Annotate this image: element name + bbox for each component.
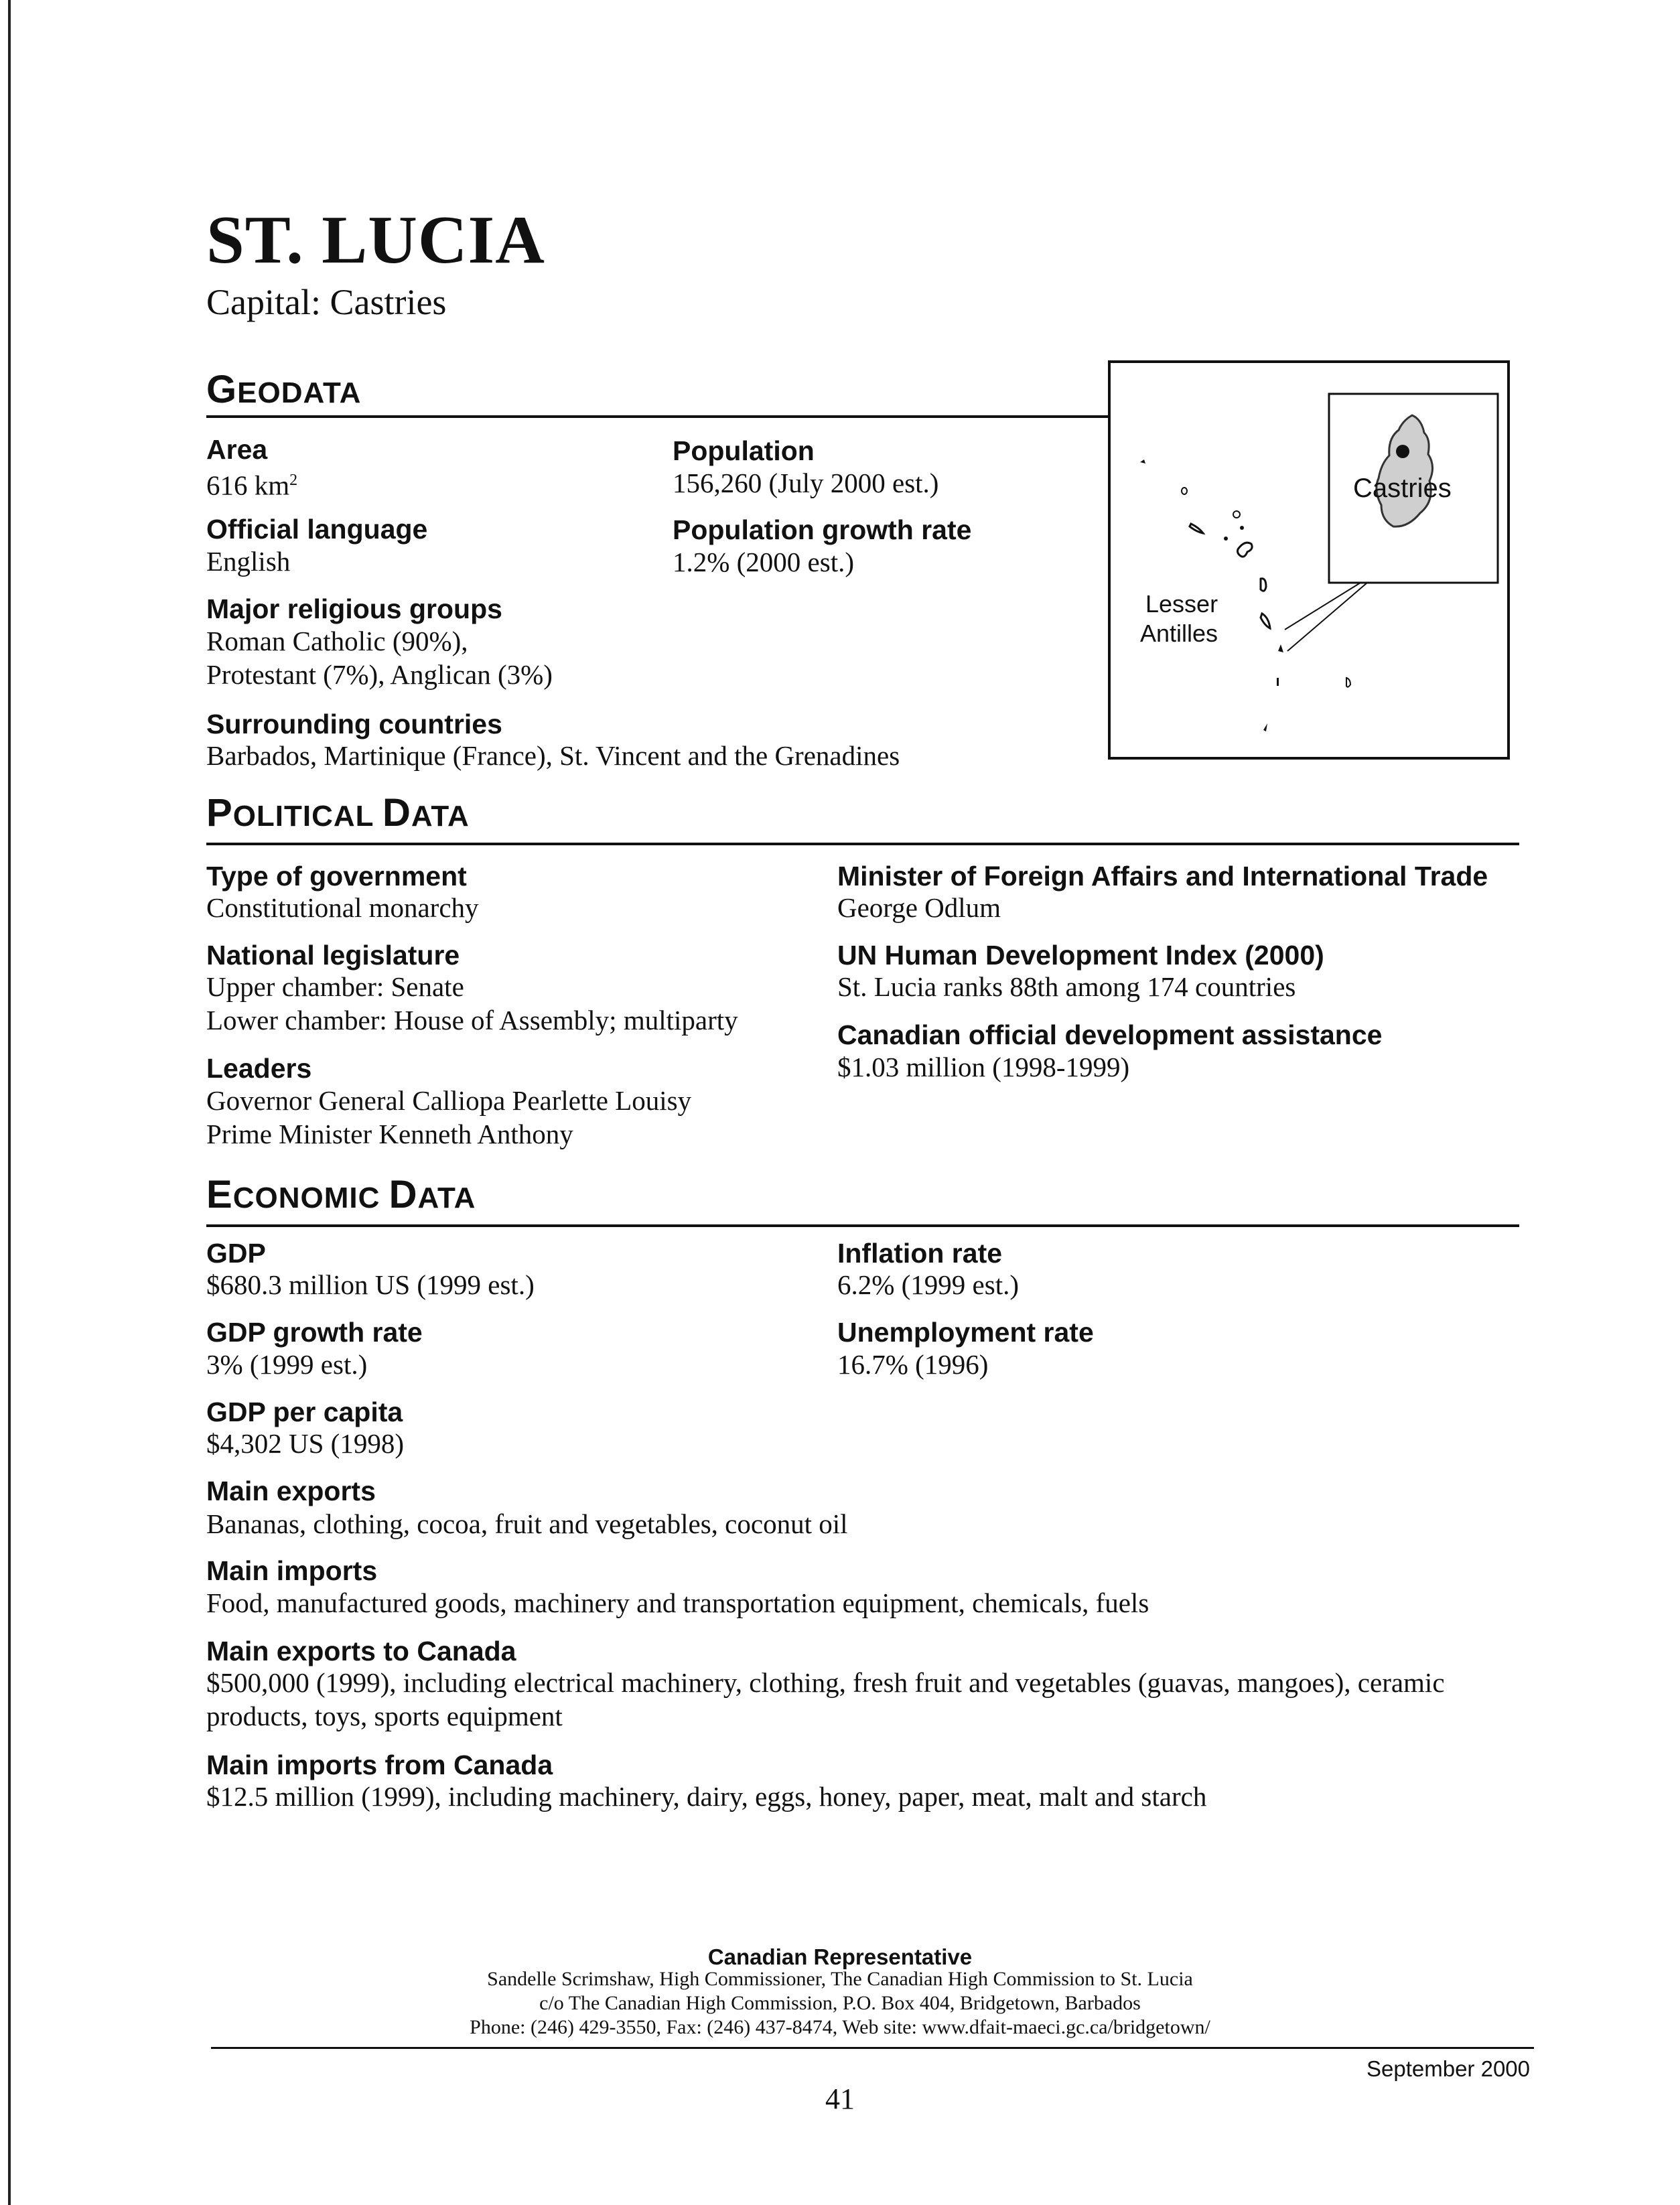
- imports-from-canada-value: $12.5 million (1999), including machinery, dairy, eggs, honey, paper, meat, malt and starch: [206, 1781, 1207, 1812]
- publication-date: September 2000: [1367, 2056, 1531, 2081]
- island-6: [1224, 537, 1228, 541]
- population-growth-value: 1.2% (2000 est.): [673, 547, 855, 577]
- surrounding-label: Surrounding countries: [206, 709, 502, 739]
- gdp-label: GDP: [206, 1238, 266, 1269]
- inflation-label: Inflation rate: [837, 1238, 1003, 1269]
- gdp-growth-label: GDP growth rate: [206, 1317, 423, 1348]
- leaders-label: Leaders: [206, 1053, 312, 1084]
- island-4: [1233, 511, 1240, 518]
- population-growth-label: Population growth rate: [673, 514, 972, 545]
- section-heading-geodata: GEODATA: [206, 368, 362, 411]
- island-grenadines: [1277, 678, 1279, 686]
- legislature-line-1: Upper chamber: Senate: [206, 971, 464, 1002]
- island-grenada: [1263, 723, 1267, 731]
- island-barbados: [1346, 678, 1350, 687]
- government-type-label: Type of government: [206, 861, 467, 892]
- main-imports-label: Main imports: [206, 1555, 378, 1586]
- capital-subtitle: Capital: Castries: [206, 282, 447, 322]
- island-1: [1140, 459, 1145, 464]
- castries-label: Castries: [1353, 474, 1452, 503]
- leaders-line-2: Prime Minister Kenneth Anthony: [206, 1119, 573, 1149]
- island-st-vincent: [1278, 644, 1283, 652]
- gdp-per-capita-label: GDP per capita: [206, 1397, 403, 1427]
- section-heading-political: POLITICAL DATA: [206, 791, 470, 835]
- language-value: English: [206, 546, 291, 577]
- connector-line-1: [1285, 583, 1360, 630]
- government-type-value: Constitutional monarchy: [206, 892, 479, 923]
- island-5: [1240, 526, 1244, 530]
- page-title: ST. LUCIA: [206, 202, 545, 278]
- main-exports-label: Main exports: [206, 1476, 376, 1506]
- island-3: [1190, 524, 1203, 533]
- island-martinique: [1261, 579, 1266, 591]
- legislature-label: National legislature: [206, 940, 460, 971]
- page-number: 41: [825, 2082, 855, 2115]
- religion-line-2: Protestant (7%), Anglican (3%): [206, 659, 553, 690]
- main-exports-value: Bananas, clothing, cocoa, fruit and vegetables, coconut oil: [206, 1508, 848, 1539]
- section-rule-geodata: [206, 415, 1111, 418]
- imports-from-canada-label: Main imports from Canada: [206, 1750, 553, 1780]
- oda-label: Canadian official development assistance: [837, 1019, 1383, 1050]
- foreign-minister-label: Minister of Foreign Affairs and International Trade: [837, 861, 1488, 892]
- inflation-value: 6.2% (1999 est.): [837, 1269, 1020, 1300]
- unemployment-value: 16.7% (1996): [837, 1349, 989, 1380]
- hdi-value: St. Lucia ranks 88th among 174 countries: [837, 971, 1296, 1002]
- section-rule-political: [206, 843, 1519, 845]
- st-lucia-island-shape: [1377, 415, 1433, 526]
- gdp-per-capita-value: $4,302 US (1998): [206, 1428, 404, 1459]
- area-label: Area: [206, 434, 268, 465]
- connector-line-2: [1287, 583, 1367, 651]
- language-label: Official language: [206, 514, 428, 545]
- unemployment-label: Unemployment rate: [837, 1317, 1094, 1348]
- main-imports-value: Food, manufactured goods, machinery and transportation equipment, chemicals, fuels: [206, 1587, 1149, 1618]
- footer-line-3: Phone: (246) 429-3550, Fax: (246) 437-8474, Web site: www.dfait-maeci.gc.ca/bridgetown/: [470, 2016, 1210, 2038]
- exports-to-canada-line-1: $500,000 (1999), including electrical machinery, clothing, fresh fruit and vegetables (guavas, mangoes), ceramic: [206, 1667, 1445, 1698]
- leaders-line-1: Governor General Calliopa Pearlette Louisy: [206, 1085, 692, 1116]
- footer-line-1: Sandelle Scrimshaw, High Commissioner, The Canadian High Commission to St. Lucia: [487, 1968, 1193, 1990]
- gdp-growth-value: 3% (1999 est.): [206, 1349, 368, 1380]
- legislature-line-2: Lower chamber: House of Assembly; multiparty: [206, 1005, 738, 1036]
- lesser-antilles-label-line1: Lesser: [1145, 590, 1218, 618]
- island-st-lucia: [1261, 614, 1270, 628]
- oda-value: $1.03 million (1998-1999): [837, 1052, 1130, 1082]
- exports-to-canada-line-2: products, toys, sports equipment: [206, 1701, 563, 1731]
- foreign-minister-value: George Odlum: [837, 892, 1001, 923]
- footer-rule: [211, 2047, 1534, 2049]
- surrounding-value: Barbados, Martinique (France), St. Vincent and the Grenadines: [206, 740, 900, 771]
- religion-line-1: Roman Catholic (90%),: [206, 626, 468, 656]
- section-rule-economic: [206, 1224, 1519, 1227]
- footer-representative-title: Canadian Representative: [707, 1944, 973, 1969]
- population-value: 156,260 (July 2000 est.): [673, 468, 939, 498]
- island-7: [1238, 543, 1253, 557]
- lesser-antilles-label-line2: Antilles: [1140, 620, 1218, 647]
- exports-to-canada-label: Main exports to Canada: [206, 1636, 516, 1666]
- island-2: [1182, 488, 1187, 494]
- castries-marker: [1396, 445, 1409, 458]
- hdi-label: UN Human Development Index (2000): [837, 940, 1324, 971]
- binding-edge: [8, 0, 11, 2205]
- religion-label: Major religious groups: [206, 593, 502, 624]
- population-label: Population: [673, 435, 815, 466]
- lesser-antilles-map: [1111, 363, 1507, 757]
- section-heading-economic: ECONOMIC DATA: [206, 1173, 476, 1216]
- location-map: [1108, 360, 1510, 760]
- footer-line-2: c/o The Canadian High Commission, P.O. Box 404, Bridgetown, Barbados: [539, 1992, 1141, 2014]
- area-value: 616 $km^2$: [206, 470, 298, 501]
- gdp-value: $680.3 million US (1999 est.): [206, 1269, 535, 1300]
